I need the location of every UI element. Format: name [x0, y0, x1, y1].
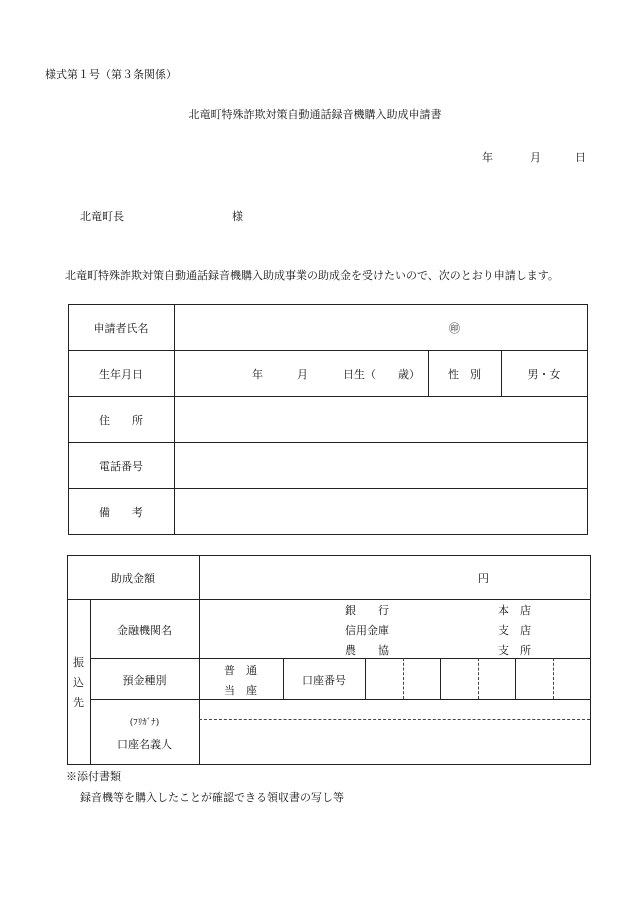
yen-unit: 円 [478, 572, 489, 585]
deposit-option-current: 当 座 [224, 684, 257, 697]
bank-name-label: 金融機関名 [117, 624, 172, 637]
birth-month: 月 [297, 368, 308, 381]
birth-year: 年 [252, 368, 263, 381]
birth-day: 日生（ [343, 368, 376, 381]
date-month: 月 [530, 151, 541, 164]
attachments-heading: ※添付書類 [66, 770, 121, 783]
address-label: 住 所 [99, 414, 143, 427]
branch-type-main: 本 店 [498, 604, 531, 617]
account-holder-label: 口座名義人 [117, 738, 172, 751]
gender-label: 性 別 [448, 368, 481, 381]
gender-value: 男・女 [527, 368, 561, 381]
remarks-label: 備 考 [99, 506, 143, 519]
form-title: 北竜町特殊詐欺対策自動通話録音機購入助成申請書 [188, 108, 442, 121]
deposit-type-label: 預金種別 [122, 674, 167, 687]
applicant-name-label: 申請者氏名 [93, 322, 149, 335]
birth-age: 歳） [398, 368, 420, 381]
seal-mark: ㊞ [449, 322, 460, 335]
transfer-label-3: 先 [73, 696, 84, 709]
bank-type-credit-union: 信用金庫 [345, 624, 389, 637]
subsidy-amount-label: 助成金額 [111, 572, 155, 585]
branch-type-branch: 支 店 [498, 624, 531, 637]
bank-type-agri-coop: 農 協 [345, 644, 389, 657]
branch-type-office: 支 所 [498, 644, 531, 657]
addressee-name: 北竜町長 [80, 210, 124, 223]
transfer-label-2: 込 [73, 676, 84, 689]
date-year: 年 [482, 151, 493, 164]
transfer-label-1: 振 [73, 656, 84, 669]
intro-text: 北竜町特殊詐欺対策自動通話録音機購入助成事業の助成金を受けたいので、次のとおり申請します。 [65, 269, 559, 282]
account-number-label: 口座番号 [302, 674, 346, 687]
addressee-honorific: 様 [232, 210, 243, 223]
furigana-label: (ﾌﾘｶﾞﾅ) [129, 718, 160, 728]
deposit-option-ordinary: 普 通 [224, 664, 257, 677]
phone-label: 電話番号 [99, 460, 143, 473]
bank-type-bank: 銀 行 [345, 604, 389, 617]
birth-date-label: 生年月日 [99, 368, 143, 381]
date-day: 日 [575, 151, 586, 164]
attachments-item: 録音機等を購入したことが確認できる領収書の写し等 [80, 791, 344, 804]
form-number: 様式第１号（第３条関係） [45, 68, 177, 81]
